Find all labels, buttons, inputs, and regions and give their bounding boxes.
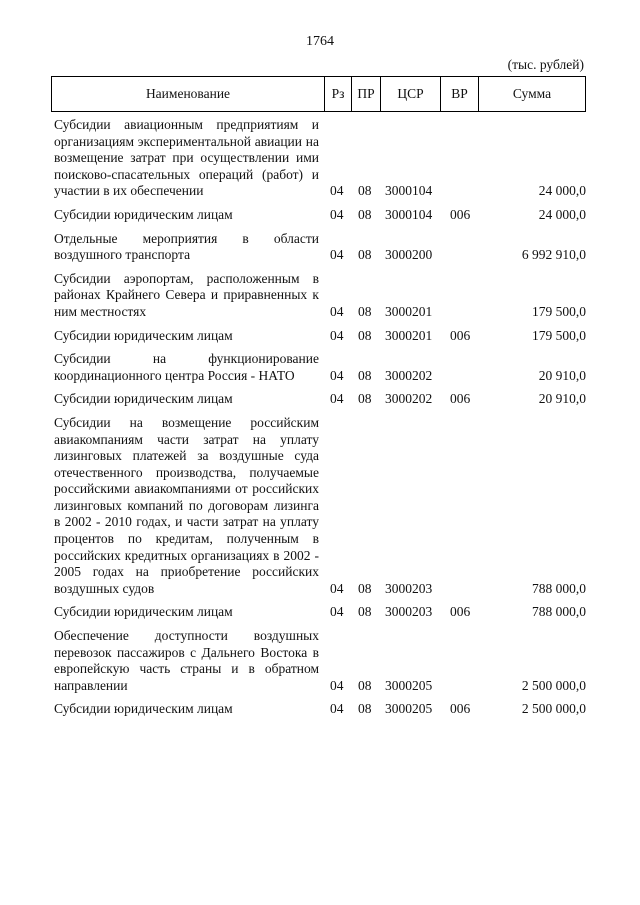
- row-rz: 04: [330, 183, 344, 199]
- row-csr: 3000200: [385, 247, 433, 263]
- table-row: [54, 604, 586, 621]
- row-pr: 08: [358, 206, 372, 222]
- row-pr: 08: [358, 367, 372, 383]
- row-name: Субсидии авиационным предприятиям и организациям экспериментальной авиации на возмещение затрат при осуществлении ими поисково-спасательных операций (работ) и участии в их обеспечении: [54, 117, 319, 199]
- row-rz: 04: [330, 604, 344, 620]
- row-csr: 3000202: [385, 391, 433, 407]
- row-sum: 788 000,0: [532, 604, 586, 620]
- row-name: Обеспечение доступности воздушных перевозок пассажиров с Дальнего Востока в европейскую часть страны и в обратном направлении: [54, 628, 319, 693]
- row-rz: 04: [330, 701, 344, 717]
- row-rz: 04: [330, 206, 344, 222]
- row-sum: 20 910,0: [538, 391, 586, 407]
- header-sum: Сумма: [512, 86, 552, 101]
- row-rz: 04: [330, 247, 344, 263]
- row-csr: 3000205: [385, 701, 433, 717]
- row-name: Субсидии аэропортам, расположенным в районах Крайнего Севера и приравненных к ним местностях: [54, 270, 319, 319]
- row-rz: 04: [330, 580, 344, 596]
- row-name: Субсидии на функционирование координационного центра Россия - НАТО: [54, 351, 319, 383]
- row-name: Субсидии юридическим лицам: [54, 701, 233, 717]
- row-pr: 08: [358, 580, 372, 596]
- row-pr: 08: [358, 327, 372, 343]
- table-row: [54, 117, 586, 200]
- row-csr: 3000203: [385, 604, 433, 620]
- row-csr: 3000104: [385, 206, 433, 222]
- row-sum: 788 000,0: [532, 580, 586, 596]
- row-pr: 08: [358, 677, 372, 693]
- table-row: [54, 391, 586, 408]
- table-row: [54, 328, 586, 345]
- row-name: Субсидии юридическим лицам: [54, 604, 233, 620]
- table-row: [54, 351, 586, 384]
- row-csr: 3000104: [385, 183, 433, 199]
- row-name: Субсидии юридическим лицам: [54, 206, 233, 222]
- row-sum: 2 500 000,0: [521, 677, 586, 693]
- row-vr: 006: [450, 701, 471, 717]
- row-sum: 179 500,0: [532, 327, 586, 343]
- page-number: 1764: [306, 34, 334, 49]
- row-vr: 006: [450, 327, 471, 343]
- table-row: [54, 701, 586, 718]
- row-sum: 6 992 910,0: [521, 247, 586, 263]
- row-pr: 08: [358, 701, 372, 717]
- row-rz: 04: [330, 367, 344, 383]
- row-csr: 3000205: [385, 677, 433, 693]
- row-csr: 3000203: [385, 580, 433, 596]
- row-pr: 08: [358, 247, 372, 263]
- row-name: Отдельные мероприятия в области воздушного транспорта: [54, 230, 319, 263]
- row-sum: 179 500,0: [532, 303, 586, 319]
- header-rz: Рз: [325, 77, 352, 111]
- row-rz: 04: [330, 677, 344, 693]
- row-name: Субсидии на возмещение российским авиакомпаниям части затрат на уплату лизинговых платежей за воздушные суда отечественного производства, получаемые российскими авиакомпаниями от российских лизинговых компаний по договорам лизинга в 2002 - 2010 годах, и части затрат на уплату процентов по кредитам, полученным в российских кредитных организациях в 2002 - 2005 годах на приобретение российских воздушных судов: [54, 414, 319, 596]
- header-pr: ПР: [352, 77, 381, 111]
- row-rz: 04: [330, 327, 344, 343]
- row-pr: 08: [358, 604, 372, 620]
- row-rz: 04: [330, 303, 344, 319]
- table-row: [54, 231, 586, 264]
- row-pr: 08: [358, 303, 372, 319]
- row-name: Субсидии юридическим лицам: [54, 327, 233, 343]
- table-row: [54, 415, 586, 598]
- row-pr: 08: [358, 183, 372, 199]
- header-vr: ВР: [441, 77, 479, 111]
- row-csr: 3000202: [385, 367, 433, 383]
- table-row: [54, 628, 586, 694]
- row-sum: 2 500 000,0: [521, 701, 586, 717]
- row-vr: 006: [450, 604, 471, 620]
- table-row: [54, 271, 586, 321]
- units-label: (тыс. рублей): [507, 57, 584, 72]
- row-sum: 20 910,0: [538, 367, 586, 383]
- row-csr: 3000201: [385, 327, 433, 343]
- row-vr: 006: [450, 206, 471, 222]
- row-name: Субсидии юридическим лицам: [54, 391, 233, 407]
- row-sum: 24 000,0: [538, 206, 586, 222]
- row-sum: 24 000,0: [538, 183, 586, 199]
- row-rz: 04: [330, 391, 344, 407]
- table-row: [54, 207, 586, 224]
- header-name: Наименование: [52, 77, 325, 111]
- row-csr: 3000201: [385, 303, 433, 319]
- row-vr: 006: [450, 391, 471, 407]
- row-pr: 08: [358, 391, 372, 407]
- header-csr: ЦСР: [381, 77, 441, 111]
- table-body: [54, 117, 586, 725]
- table-header: [51, 76, 586, 112]
